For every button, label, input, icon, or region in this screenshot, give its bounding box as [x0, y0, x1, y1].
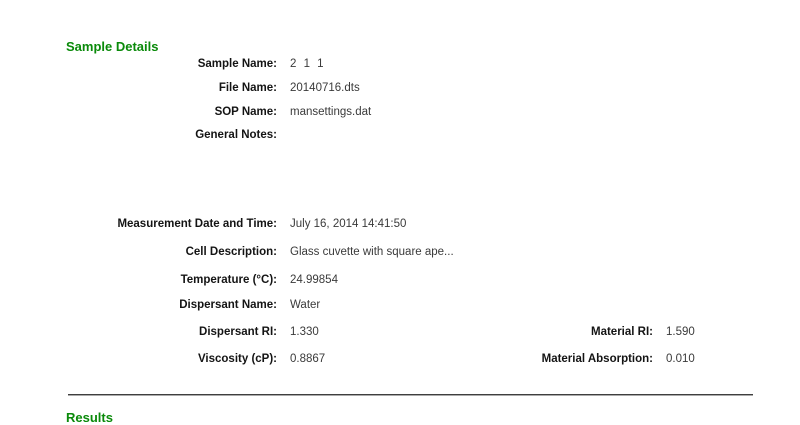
field-row-file-name — [0, 81, 360, 95]
field-row-material-absorption — [440, 352, 695, 366]
field-row-general-notes — [0, 128, 290, 142]
field-label: Cell Description: — [185, 246, 277, 258]
section-divider — [68, 394, 753, 396]
field-row-sop-name — [0, 105, 371, 119]
field-label: Temperature (°C): — [180, 274, 277, 286]
field-label: Dispersant RI: — [199, 326, 277, 338]
field-row-material-ri — [440, 325, 695, 339]
field-label: Material RI: — [591, 326, 653, 338]
field-row-temperature — [0, 273, 338, 287]
field-value: July 16, 2014 14:41:50 — [290, 218, 407, 230]
field-label: Material Absorption: — [541, 353, 653, 365]
field-label: SOP Name: — [214, 106, 277, 118]
field-value: 1.330 — [290, 326, 319, 338]
field-value: 0.010 — [666, 353, 695, 365]
field-row-cell-description — [0, 245, 454, 259]
field-row-dispersant-ri — [0, 325, 319, 339]
field-label: Sample Name: — [197, 58, 277, 70]
field-value: 2 1 1 — [290, 58, 326, 70]
field-row-sample-name — [0, 57, 326, 71]
field-label: Dispersant Name: — [179, 299, 277, 311]
field-value: 20140716.dts — [290, 82, 360, 94]
field-label: Viscosity (cP): — [197, 353, 277, 365]
field-row-dispersant-name — [0, 298, 320, 312]
field-row-measurement-date — [0, 217, 406, 231]
field-row-viscosity — [0, 352, 325, 366]
field-value: mansettings.dat — [290, 106, 372, 118]
field-value: 1.590 — [666, 326, 695, 338]
field-value: 24.99854 — [290, 274, 338, 286]
field-value: Glass cuvette with square ape... — [290, 246, 454, 258]
field-label: Measurement Date and Time: — [117, 218, 277, 230]
results-section-title: Results — [66, 410, 113, 425]
field-value: 0.8867 — [290, 353, 326, 365]
field-label: General Notes: — [195, 129, 277, 141]
sample-details-section-title: Sample Details — [66, 39, 159, 54]
field-label: File Name: — [218, 82, 277, 94]
field-value: Water — [290, 299, 321, 311]
